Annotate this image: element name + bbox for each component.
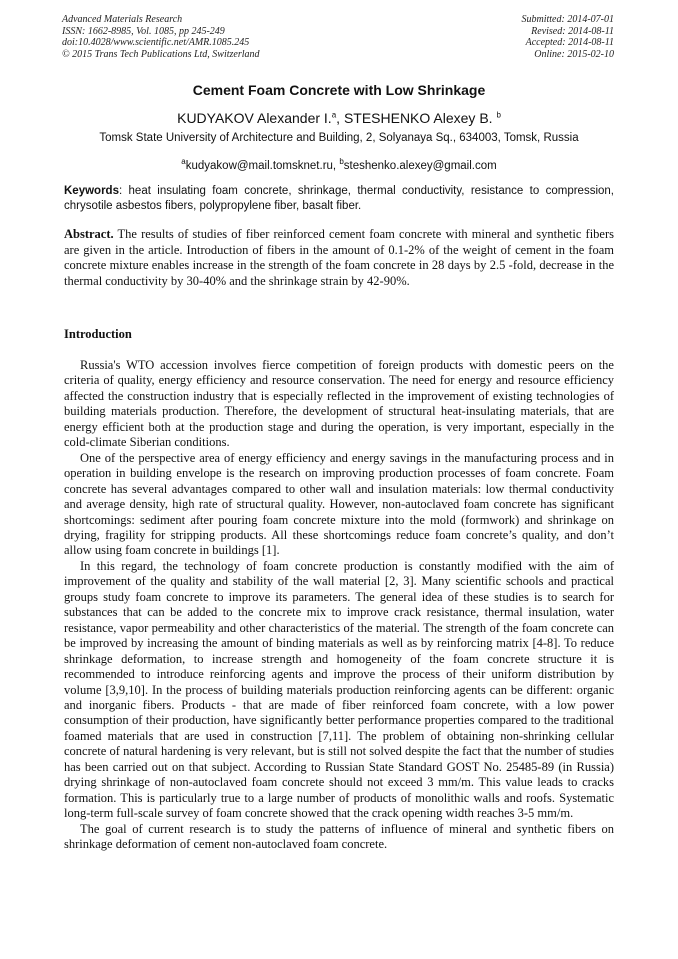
email-b-mark: b bbox=[339, 157, 344, 166]
dates-info bbox=[522, 14, 615, 61]
issn-line: ISSN: 1662-8985, Vol. 1085, pp 245-249 bbox=[62, 25, 225, 37]
keywords-label: Keywords bbox=[64, 185, 119, 197]
author-1-affil-mark: a bbox=[331, 110, 337, 120]
journal-name: Advanced Materials Research bbox=[62, 14, 183, 25]
email-a[interactable]: kudyakow@mail.tomsknet.ru bbox=[185, 159, 333, 172]
doi-line: doi:10.4028/www.scientific.net/AMR.1085.245 bbox=[62, 37, 250, 49]
affiliation: Tomsk State University of Architecture and Building, 2, Solyanaya Sq., 634003, Tomsk, Russia bbox=[99, 132, 579, 144]
introduction-heading: Introduction bbox=[64, 327, 132, 341]
copyright-line: © 2015 Trans Tech Publications Ltd, Switzerland bbox=[62, 49, 260, 61]
author-1: KUDYAKOV Alexander I. bbox=[177, 110, 332, 126]
email-a-mark: a bbox=[181, 157, 186, 166]
journal-info bbox=[62, 14, 260, 61]
author-2-affil-mark: b bbox=[496, 110, 501, 120]
introduction-body bbox=[64, 358, 614, 853]
paper-title: Cement Foam Concrete with Low Shrinkage bbox=[192, 82, 486, 98]
author-2: STESHENKO Alexey B. bbox=[343, 110, 493, 126]
author-list bbox=[0, 110, 678, 126]
paragraph: The goal of current research is to study the patterns of influence of mineral and synthetic fibers on shrinkage deformation of cement non-autoclaved foam concrete. bbox=[64, 821, 614, 852]
paragraph: One of the perspective area of energy efficiency and energy savings in the manufacturing process and in operation in building envelope is the research on improving production processes of foam concrete. Foam concrete has several advantages compared to other wall and insulation materials: low thermal conductivity and average density, high rate of structural quality. However, non-autoclaved foam concrete has significant shortcomings: sediment after pouring foam concrete mixture into the mold (formwork) and shrinkage on drying, fragility for stripping products. All these shortcomings reduce foam concrete’s quality, and don’t allow using foam concrete in buildings [1]. bbox=[64, 450, 614, 558]
online-date: Online: 2015-02-10 bbox=[534, 49, 614, 61]
email-separator: , bbox=[332, 159, 340, 172]
author-separator: , bbox=[336, 110, 344, 126]
abstract-section bbox=[64, 227, 614, 289]
email-list bbox=[0, 157, 678, 172]
paragraph: In this regard, the technology of foam concrete production is constantly modified with the aim of improvement of the quality and stability of the wall material [2, 3]. Many scientific schools and practical groups study foam concrete to improve its parameters. The general idea of these studies is to search for substances that can be added to the concrete mix to improve crack resistance, thermal insulation, water resistance, vapor permeability and other characteristics of the material. The strength of the foam concrete can be improved by increasing the amount of binding materials as well as by reinforcing matrix [4-8]. To reduce shrinkage deformation, to increase strength and homogeneity of the foam concrete structure it is recommended to introduce reinforcing agents and improve the process of their uniform distribution by volume [3,9,10]. In the process of building materials production reinforcing agents can be different: organic and inorganic fibers. Products - that are made of fiber reinforced foam concrete, with a low power consumption of their production, have significantly better performance properties compared to the traditional foamed materials that are used in construction [7,11]. The problem of obtaining non-shrinking cellular concrete of natural hardening is very relevant, but is still not solved despite the fact that the number of studies has been carried out on that subject. According to Russian State Standard GOST No. 25485-89 (in Russia) drying shrinkage of non-autoclaved foam concrete should not exceed 3 mm/m. This value leads to cracks formation. This is particularly true to a large number of products of monolithic walls and roofs. Systematic long-term full-scale survey of foam concrete showed that the crack opening width reaches 3-5 mm/m. bbox=[64, 558, 614, 821]
paragraph: Russia's WTO accession involves fierce competition of foreign products with domestic peers on the criteria of quality, energy efficiency and resource conservation. The need for energy and resource efficiency affected the construction industry that is especially reflected in the improvement of existing technologies of building materials production. Therefore, the development of structural heat-insulating materials, that are energy efficient both at the production stage and during the operation, is very important, especially in the cold-climate Siberian conditions. bbox=[64, 358, 614, 450]
accepted-date: Accepted: 2014-08-11 bbox=[525, 37, 614, 49]
abstract-label: Abstract. bbox=[64, 227, 114, 241]
email-b[interactable]: steshenko.alexey@gmail.com bbox=[343, 159, 497, 172]
abstract-text: The results of studies of fiber reinforced cement foam concrete with mineral and synthetic fibers are given in the article. Introduction of fibers in the amount of 0.1-2% of the weight of cement in the foam concrete mixture enables increase in the strength of the foam concrete in 28 days by 2.5 -fold, decrease in the thermal conductivity by 30-40% and the shrinkage strain by 42-90%. bbox=[64, 227, 614, 288]
keywords-text: : heat insulating foam concrete, shrinkage, thermal conductivity, resistance to compression, chrysotile asbestos fibers, polypropylene fiber, basalt fiber. bbox=[64, 185, 614, 213]
keywords-section bbox=[64, 184, 614, 215]
revised-date: Revised: 2014-08-11 bbox=[531, 25, 614, 37]
submitted-date: Submitted: 2014-07-01 bbox=[521, 14, 614, 25]
